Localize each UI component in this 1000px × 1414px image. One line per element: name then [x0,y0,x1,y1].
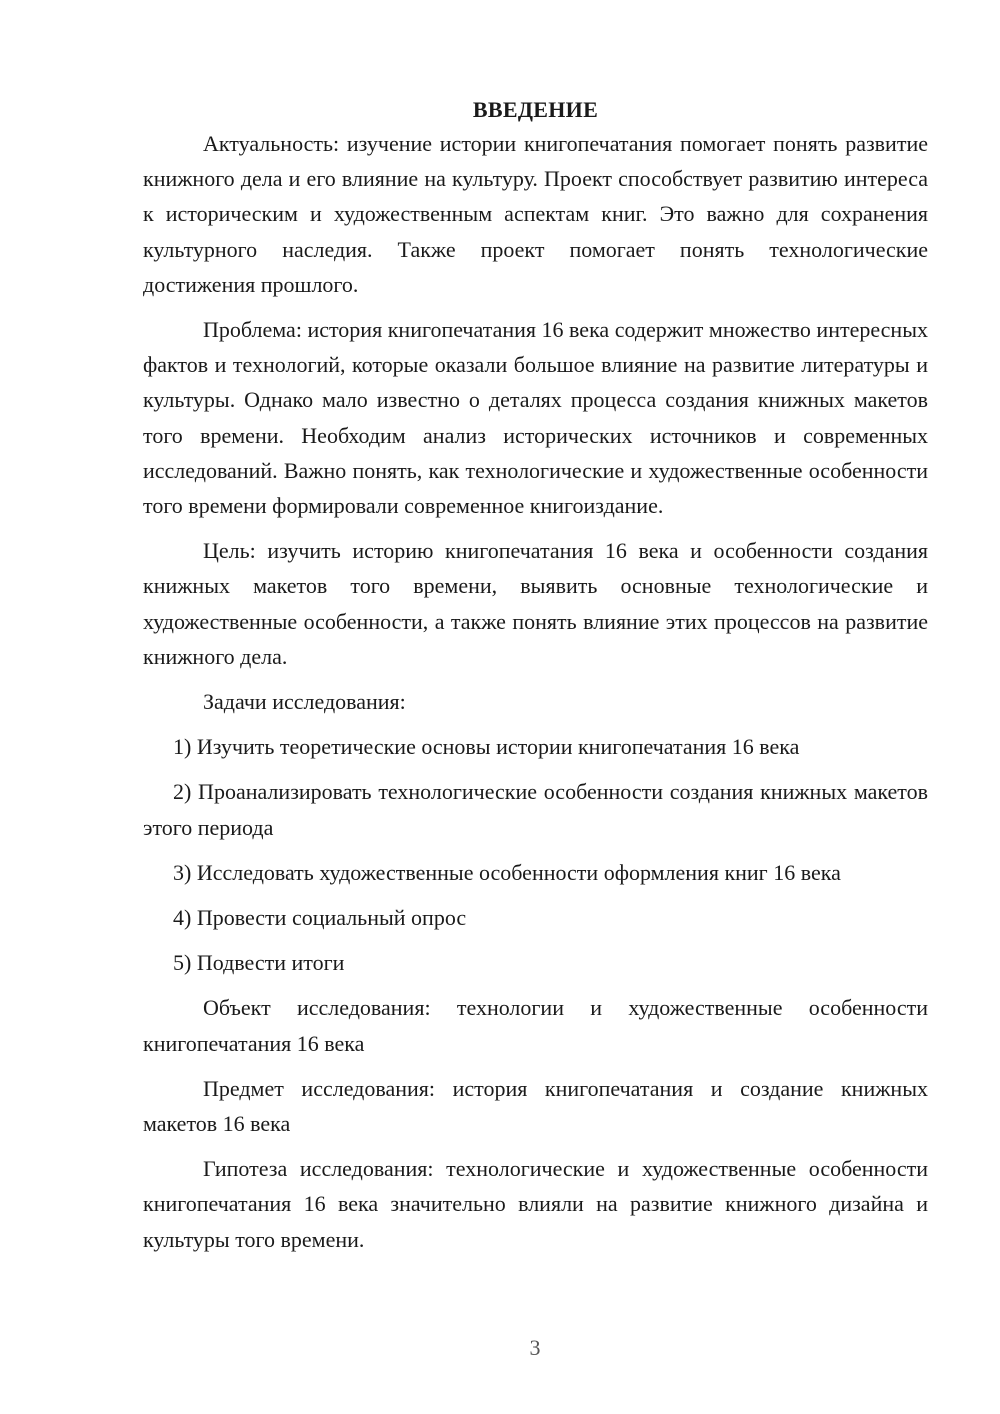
goal-paragraph: Цель: изучить историю книгопечатания 16 века и особенности создания книжных макетов того времени, выявить основные технологические и художественные особенности, а также понять влияние этих процессов на развитие книжного дела. [143,538,928,669]
page-number: 3 [529,1335,541,1360]
problem-paragraph: Проблема: история книгопечатания 16 века содержит множество интересных фактов и технологий, которые оказали большое влияние на развитие литературы и культуры. Однако мало известно о деталях процесса создания книжных макетов того времени. Необходим анализ исторических источников и современных исследований. Важно понять, как технологические и художественные особенности того времени формировали современное книгоиздание. [143,317,928,519]
task-item-2: 2) Проанализировать технологические особенности создания книжных макетов этого периода [143,779,928,840]
relevance-paragraph: Актуальность: изучение истории книгопечатания помогает понять развитие книжного дела и его влияние на культуру. Проект способствует развитию интереса к историческим и художественным аспектам книг. Это важно для сохранения культурного наследия. Также проект помогает понять технологические достижения прошлого. [143,131,928,297]
object-paragraph: Объект исследования: технологии и художественные особенности книгопечатания 16 века [143,995,928,1056]
task-item-3: 3) Исследовать художественные особенности оформления книг 16 века [173,859,841,885]
subject-paragraph: Предмет исследования: история книгопечатания и создание книжных макетов 16 века [143,1075,928,1137]
task-item-5: 5) Подвести итоги [173,950,345,976]
hypothesis-paragraph: Гипотеза исследования: технологические и художественные особенности книгопечатания 16 века значительно влияли на развитие книжного дизайна и культуры того времени. [143,1156,928,1252]
task-item-4: 4) Провести социальный опрос [173,905,467,931]
tasks-heading: Задачи исследования: [203,689,406,715]
document-page [143,96,928,1257]
section-title: ВВЕДЕНИЕ [472,97,599,122]
task-item-1: 1) Изучить теоретические основы истории книгопечатания 16 века [173,734,800,760]
